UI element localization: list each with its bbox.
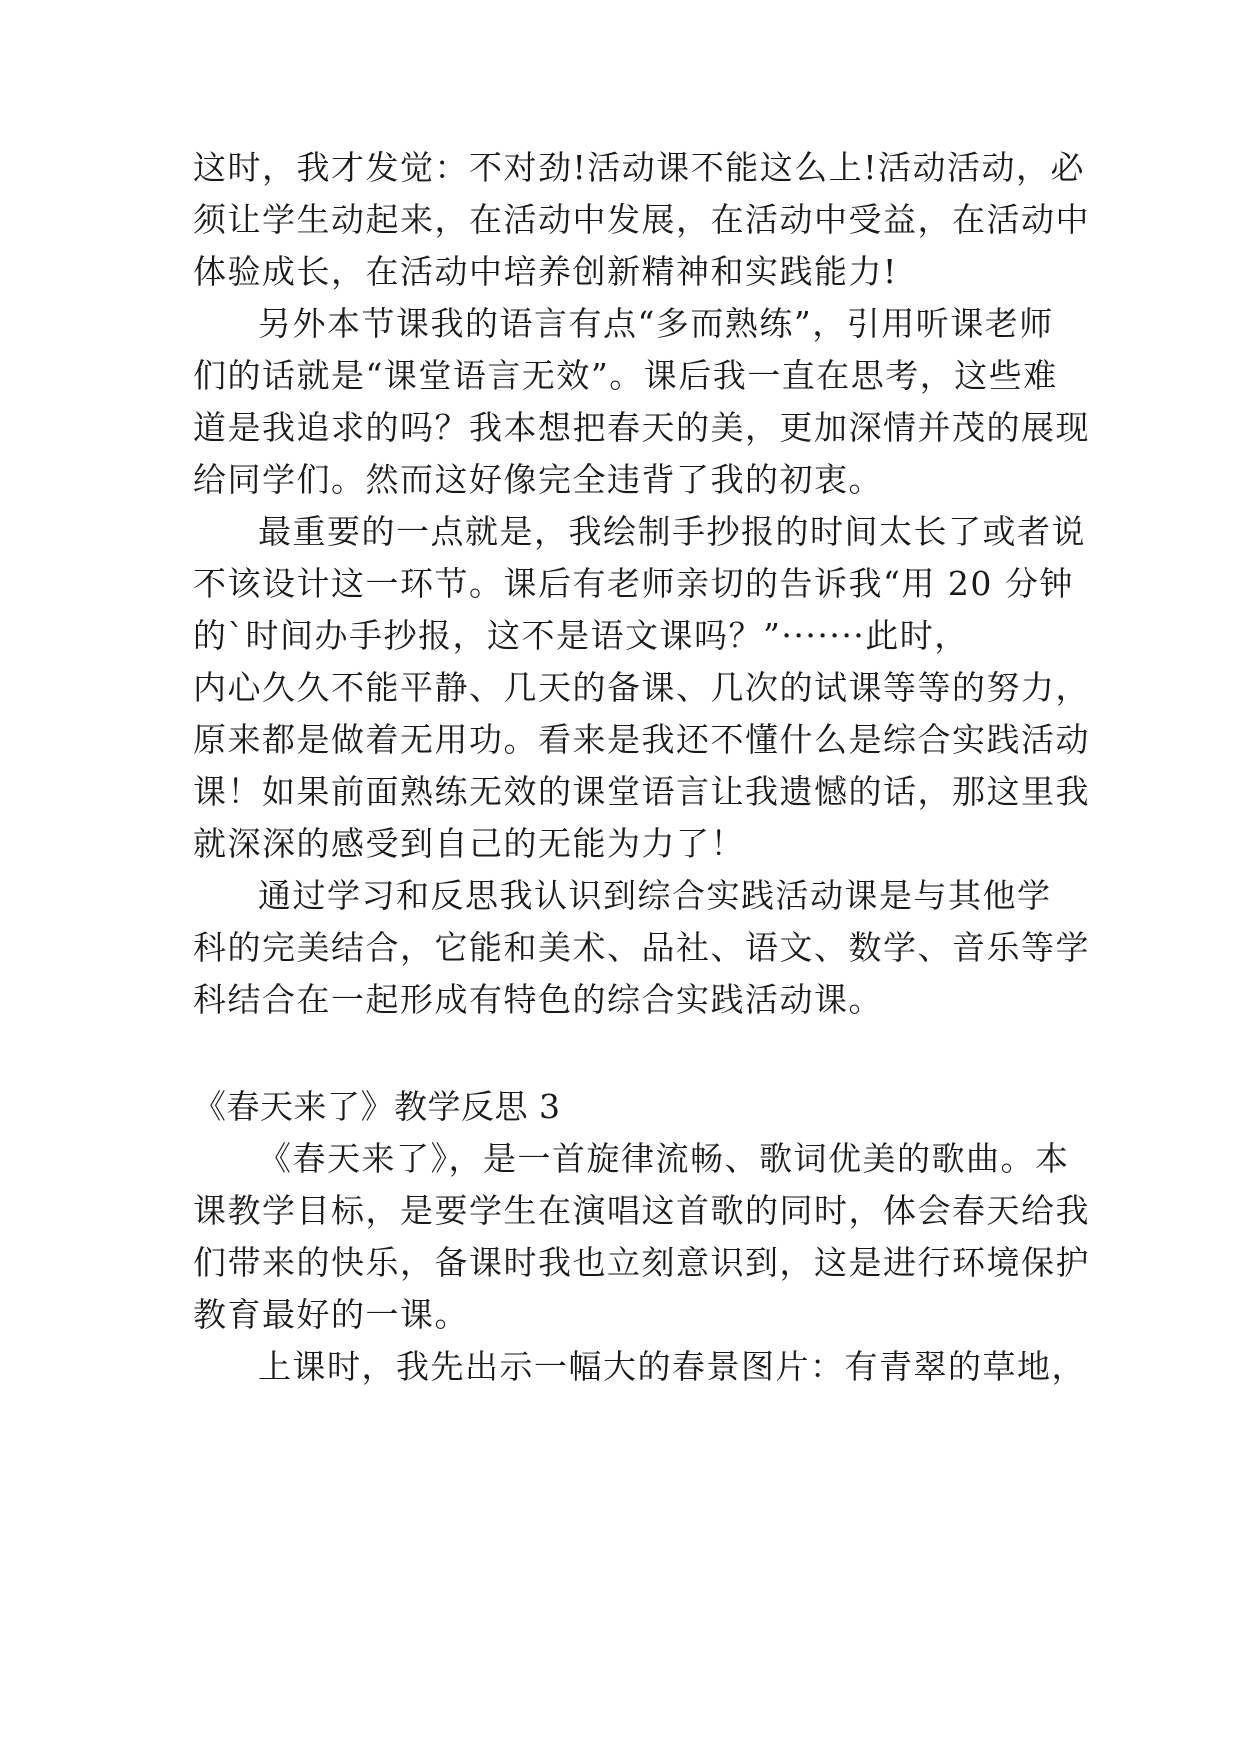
paragraph-3-line-6: 课！如果前面熟练无效的课堂语言让我遗憾的话，那这里我: [193, 772, 1090, 811]
paragraph-5-line-3: 们带来的快乐，备课时我也立刻意识到，这是进行环境保护: [193, 1243, 1090, 1282]
paragraph-3-line-1: 最重要的一点就是，我绘制手抄报的时间太长了或者说: [258, 512, 1086, 551]
paragraph-3-line-3: 的`时间办手抄报，这不是语文课吗？”·······此时，: [193, 616, 969, 655]
paragraph-1-line-1: 这时，我才发觉：不对劲!活动课不能这么上!活动活动，必: [193, 148, 1086, 187]
section-title: 《春天来了》教学反思 3: [193, 1087, 561, 1126]
paragraph-3-line-2: 不该设计这一环节。课后有老师亲切的告诉我“用 20 分钟: [193, 564, 1074, 603]
paragraph-4-line-1: 通过学习和反思我认识到综合实践活动课是与其他学: [258, 876, 1052, 915]
paragraph-6-line-1: 上课时，我先出示一幅大的春景图片：有青翠的草地，: [258, 1347, 1086, 1386]
paragraph-2-line-4: 给同学们。然而这好像完全违背了我的初衷。: [193, 460, 883, 499]
paragraph-2-line-3: 道是我追求的吗？我本想把春天的美，更加深情并茂的展现: [193, 408, 1090, 447]
paragraph-3-line-5: 原来都是做着无用功。看来是我还不懂什么是综合实践活动: [193, 720, 1090, 759]
paragraph-5-line-1: 《春天来了》，是一首旋律流畅、歌词优美的歌曲。本: [258, 1139, 1070, 1178]
paragraph-2-line-2: 们的话就是“课堂语言无效”。课后我一直在思考，这些难: [193, 356, 1058, 395]
paragraph-4-line-3: 科结合在一起形成有特色的综合实践活动课。: [193, 980, 883, 1019]
paragraph-1-line-2: 须让学生动起来，在活动中发展，在活动中受益，在活动中: [193, 200, 1090, 239]
paragraph-4-line-2: 科的完美结合，它能和美术、品社、语文、数学、音乐等学: [193, 928, 1090, 967]
paragraph-1-line-3: 体验成长，在活动中培养创新精神和实践能力!: [193, 252, 898, 291]
paragraph-5-line-2: 课教学目标，是要学生在演唱这首歌的同时，体会春天给我: [193, 1191, 1090, 1230]
paragraph-3-line-4: 内心久久不能平静、几天的备课、几次的试课等等的努力，: [193, 668, 1090, 707]
paragraph-5-line-4: 教育最好的一课。: [193, 1295, 469, 1334]
paragraph-3-line-7: 就深深的感受到自己的无能为力了！: [193, 824, 745, 863]
paragraph-2-line-1: 另外本节课我的语言有点“多而熟练”，引用听课老师: [258, 304, 1054, 343]
